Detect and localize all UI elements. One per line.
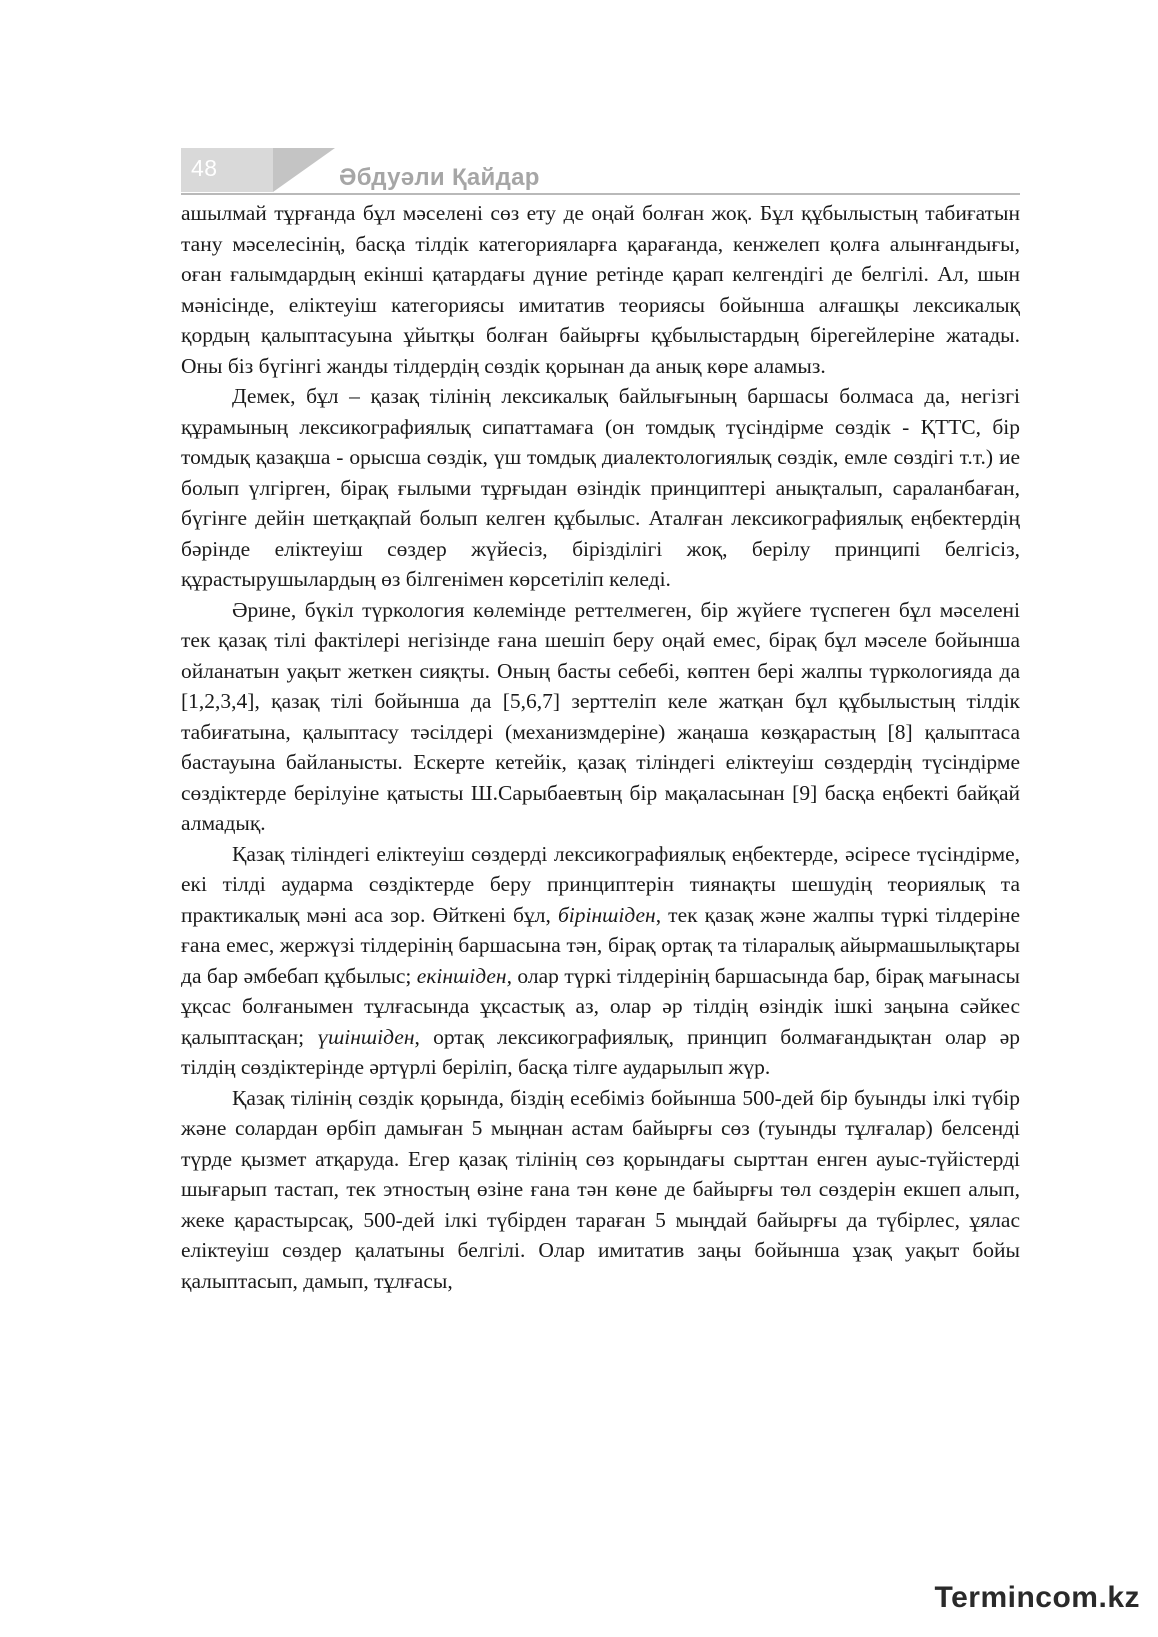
page-number-box: [181, 148, 273, 192]
emphasis-text: үшіншіден: [317, 1024, 415, 1049]
site-watermark: Termincom.kz: [934, 1581, 1140, 1614]
body-text: [181, 198, 1020, 1296]
emphasis-text: екіншіден,: [416, 963, 512, 988]
paragraph-text: олар түркі тілдерінің баршасында бар, бірақ мағынасы ұқсас болғанымен тұлғасында ұқсастық аз, олар әр тілдің өзіндік ішкі заңына сәйкес қалыптасқан;: [181, 963, 1020, 1049]
paragraph: [181, 1083, 1020, 1297]
paragraph: [181, 595, 1020, 839]
emphasis-text: біріншіден: [557, 902, 656, 927]
header-rule: [181, 193, 1020, 195]
paragraph-text: Қазақ тілінің сөздік қорында, біздің есебіміз бойынша 500-дей бір буынды ілкі түбір және солардан өрбіп дамыған 5 мыңнан астам байырғы сөз (туынды тұлғалар) белсенді түрде қызмет атқаруда. Егер қазақ тілінің сөз қорындағы сырттан енген ауыс-түйістерді шығарып тастап, тек этностың өзіне ғана тән көне де байырғы төл сөздерін екшеп алып, жеке қарастырсақ, 500-дей ілкі түбірден тараған 5 мыңдай байырғы да түбірлес, ұялас еліктеуіш сөздер қалатыны белгілі. Олар имитатив заңы бойынша ұзақ уақыт бойы қалыптасып, дамып, тұлғасы,: [181, 1085, 1020, 1293]
paragraph-text: Қазақ тіліндегі еліктеуіш сөздерді лексикографиялық еңбектерде, әсіресе түсіндірме, екі тілді аударма сөздіктерде беру принциптерін тиянақты шешудің теориялық та практикалық мәні аса зор. Өйткені бұл,: [181, 841, 1020, 927]
running-head-author: Әбдуәли Қайдар: [339, 164, 540, 191]
page-number: 48: [191, 155, 218, 181]
paragraph-text: Демек, бұл – қазақ тілінің лексикалық байлығының баршасы болмаса да, негізгі құрамының лексикографиялық сипаттамаға (он томдық түсіндірме сөздік - ҚТТС, бір томдық қазақша - орысша сөздік, үш томдық диалектологиялық сөздік, емле сөздігі т.т.) ие болып үлгірген, бірақ ғылыми тұрғыдан өзіндік принциптері анықталып, сараланбаған, бүгінге дейін шетқақпай болып келген құбылыс. Аталған лексикографиялық еңбектердің бәрінде еліктеуіш сөздер жүйесіз, бірізділігі жоқ, берілу принципі белгісіз, құрастырушылардың өз білгенімен көрсетіліп келеді.: [181, 384, 1020, 591]
paragraph-text: , тек қазақ және жалпы түркі тілдеріне ғана емес, жержүзі тілдерінің баршасына тән, бірақ ортақ та тіларалық айырмашылықтары да бар әмбебап құбылыс;: [181, 902, 1020, 988]
paragraph-text: Әрине, бүкіл түркология көлемінде реттелмеген, бір жүйеге түспеген бұл мәселені тек қазақ тілі фактілері негізінде ғана шешіп беру оңай емес, бірақ бұл мәселе бойынша ойланатын уақыт жеткен сияқты. Оның басты себебі, көптен бері жалпы түркологияда да [1,2,3,4], қазақ тілі бойынша да [5,6,7] зерттеліп келе жатқан бұл құбылыстың тілдік табиғатына, қалыптасу тәсілдері (механизмдеріне) жаңаша көзқарастың [8] қалыптаса бастауына байланысты. Ескерте кетейік, қазақ тіліндегі еліктеуіш сөздердің түсіндірме сөздіктерде берілуіне қатысты Ш.Сарыбаевтың бір мақаласынан [9] басқа еңбекті байқай алмадық.: [181, 597, 1020, 835]
paragraph: [181, 839, 1020, 1083]
page-header: [181, 148, 1020, 194]
paragraph-text: ашылмай тұрғанда бұл мәселені сөз ету де оңай болған жоқ. Бұл құбылыстың табиғатын тану мәселесінің, басқа тілдік категорияларға қарағанда, кенжелеп қолға алынғандығы, оған ғалымдардың екінші қатардағы дүние ретінде қарап келгендігі де белгілі. Ал, шын мәнісінде, еліктеуіш категориясы имитатив теориясы бойынша алғашқы лексикалық қордың қалыптасуына ұйытқы болған байырғы құбылыстардың бірегейлеріне жатады. Оны біз бүгінгі жанды тілдердің сөздік қорынан да анық көре аламыз.: [181, 201, 1020, 378]
paragraph: [181, 198, 1020, 381]
paragraph: [181, 381, 1020, 595]
header-wedge: [273, 148, 335, 192]
paragraph-text: , ортақ лексикографиялық, принцип болмағандықтан олар әр тілдің сөздіктерінде әртүрлі беріліп, басқа тілге аударылып жүр.: [181, 1024, 1020, 1079]
